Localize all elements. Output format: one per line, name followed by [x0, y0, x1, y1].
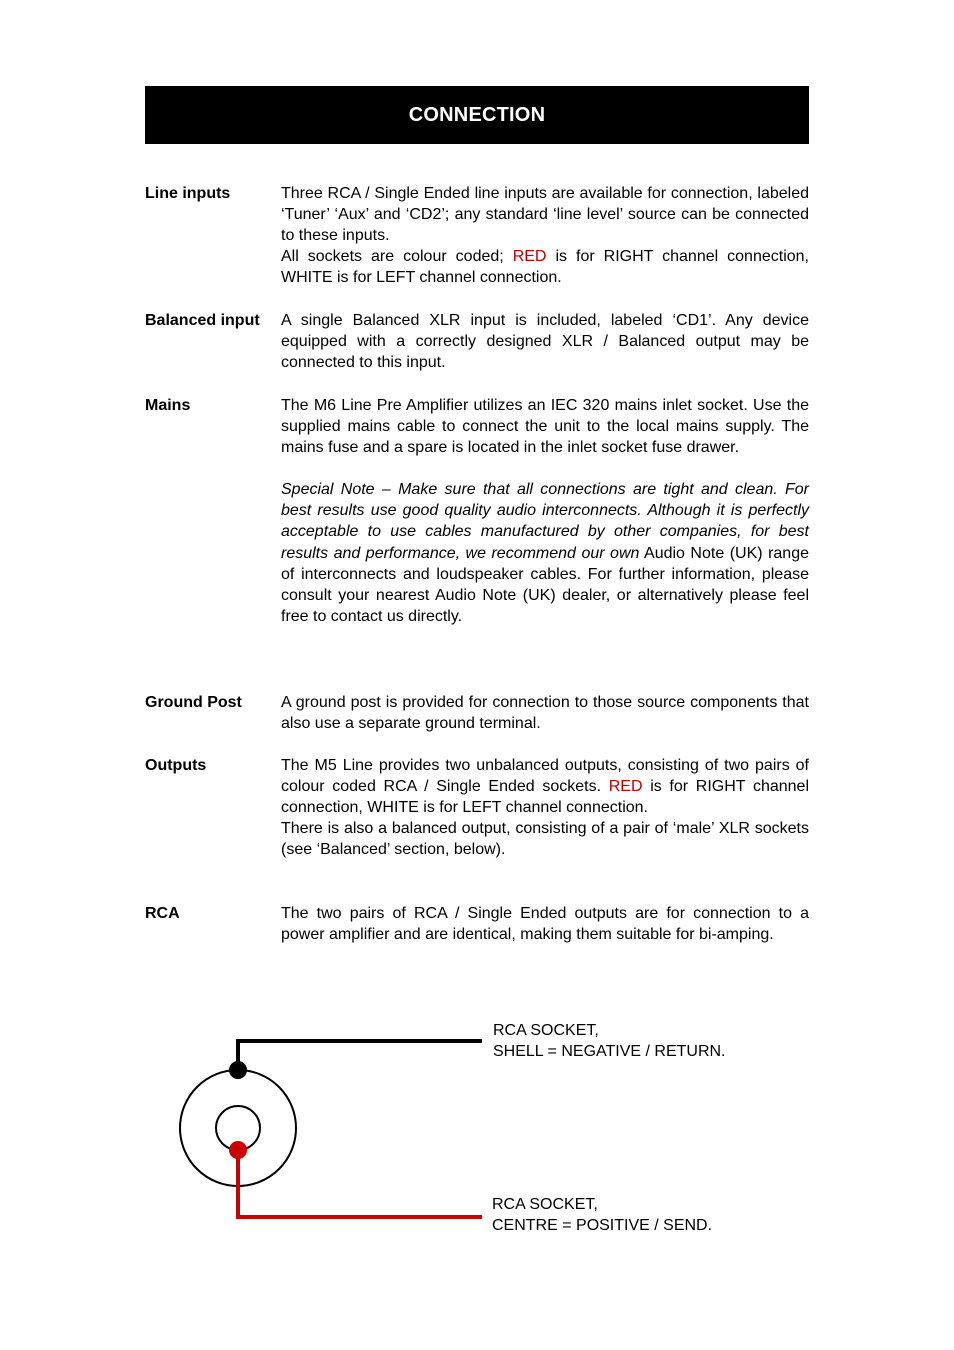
term-rca: RCA — [145, 905, 180, 922]
centre-label-line-2: CENTRE = POSITIVE / SEND. — [492, 1217, 713, 1234]
term-mains: Mains — [145, 397, 191, 414]
section-rca — [145, 903, 809, 945]
term-ground-post: Ground Post — [145, 694, 242, 711]
desc-line-inputs — [281, 183, 809, 288]
centre-label — [492, 1194, 712, 1236]
special-note — [281, 479, 809, 627]
term-outputs: Outputs — [145, 757, 207, 774]
shell-label-line-2: SHELL = NEGATIVE / RETURN. — [493, 1043, 726, 1060]
mains-paragraph: The M6 Line Pre Amplifier utilizes an IEC 320 mains inlet socket. Use the supplied mains cable to connect the unit to the local mains supply. The mains fuse and a spare is located in the inlet socket fuse drawer. — [281, 397, 809, 457]
rca-paragraph: The two pairs of RCA / Single Ended outputs are for connection to a power amplifier and are identical, making them suitable for bi-amping. — [281, 905, 809, 944]
red-word: RED — [608, 778, 643, 796]
desc-mains — [281, 395, 809, 627]
section-title-bar — [145, 86, 809, 144]
ground-post-paragraph: A ground post is provided for connection to those source components that also use a separate ground terminal. — [281, 694, 809, 733]
outputs-paragraph-2: There is also a balanced output, consisting of a pair of ‘male’ XLR sockets (see ‘Balanced’ section, below). — [281, 820, 809, 859]
section-mains — [145, 395, 809, 627]
balanced-input-paragraph: A single Balanced XLR input is included, labeled ‘CD1’. Any device equipped with a correctly designed XLR / Balanced output may be connected to this input. — [281, 312, 809, 372]
outputs-paragraph-1 — [281, 755, 809, 818]
red-word: RED — [512, 248, 547, 266]
shell-label-line-1: RCA SOCKET, — [493, 1022, 599, 1039]
page-title: CONNECTION — [408, 103, 546, 126]
centre-label-line-1: RCA SOCKET, — [492, 1196, 598, 1213]
section-outputs — [145, 755, 809, 860]
outputs-text-a: The M5 Line provides two unbalanced outputs, consisting of two pairs of colour coded RCA / Single Ended sockets. — [281, 757, 809, 796]
outputs-text-b: is for RIGHT channel connection, WHITE is for LEFT channel connection. — [281, 778, 810, 817]
term-line-inputs: Line inputs — [145, 185, 231, 202]
line-inputs-paragraph-1: Three RCA / Single Ended line inputs are available for connection, labeled ‘Tuner’ ‘Aux’ and ‘CD2’; any standard ‘line level’ source can be connected to these inputs. — [281, 185, 809, 245]
centre-wire — [238, 1150, 482, 1217]
special-note-italic: Special Note – Make sure that all connections are tight and clean. For best results use good quality audio interconnects. Although it is perfectly acceptable to use cables manufactured by other companies, for best results and performance, we recommend our own — [281, 481, 809, 562]
section-ground-post — [145, 692, 809, 734]
desc-ground-post — [281, 692, 809, 734]
centre-contact-dot — [229, 1141, 247, 1159]
special-note-rest: Audio Note (UK) range of interconnects and loudspeaker cables. For further information, please consult your nearest Audio Note (UK) dealer, or alternatively please feel free to contact us directly. — [281, 544, 810, 625]
shell-wire — [238, 1041, 482, 1070]
line-inputs-paragraph-2 — [281, 246, 809, 288]
term-balanced-input: Balanced input — [145, 312, 260, 329]
shell-contact-dot — [229, 1061, 247, 1079]
section-balanced-input — [145, 310, 809, 373]
desc-balanced-input — [281, 310, 809, 373]
rca-socket-diagram — [170, 1010, 490, 1225]
line-inputs-text-a: All sockets are colour coded; — [281, 248, 513, 266]
desc-rca — [281, 903, 809, 945]
desc-outputs — [281, 755, 809, 860]
shell-label — [493, 1020, 726, 1062]
line-inputs-text-b: is for RIGHT channel connection, WHITE is for LEFT channel connection. — [281, 248, 809, 287]
section-line-inputs — [145, 183, 809, 288]
